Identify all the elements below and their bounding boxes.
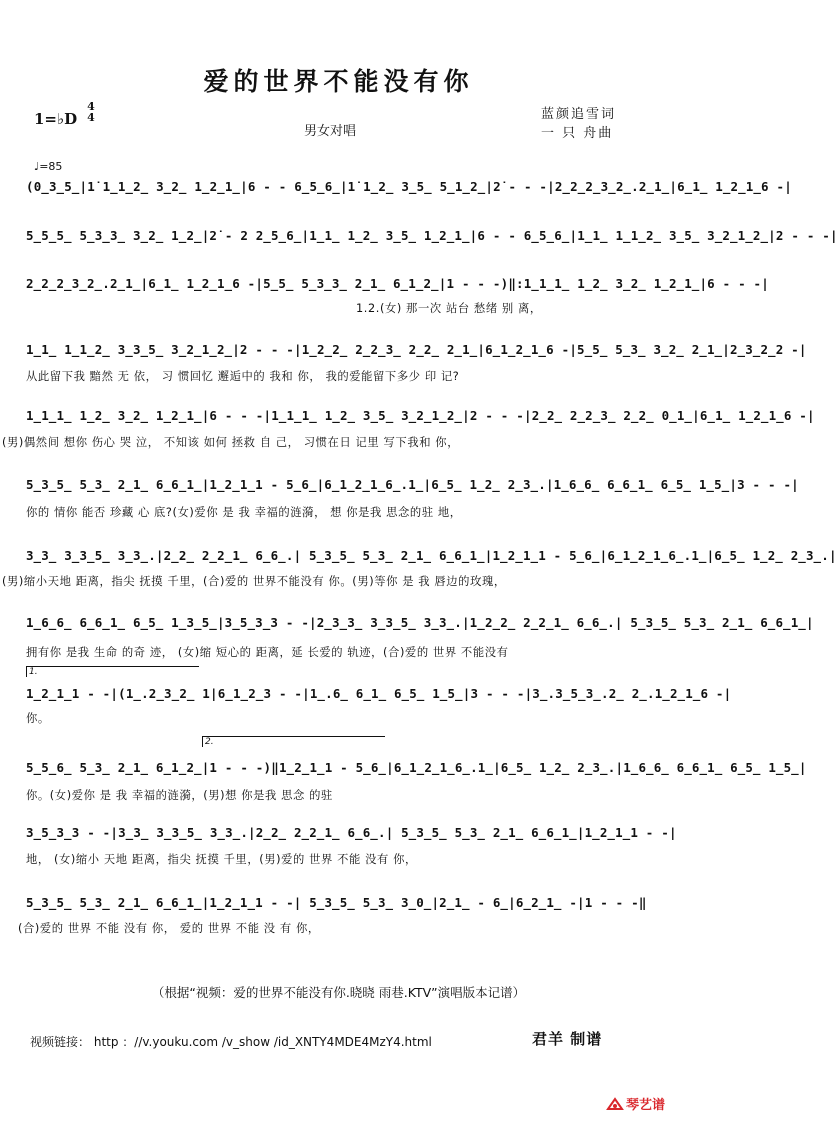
score-line-9: 1̲2̲1̲1 - -|(1̲.2̲3̲2̲ 1|6̲1̲2̲3 - -|1̲.6̲ 6̲1̲ 6̲5̲ 1̲5̲|3 - - -|3̲.3̲5̲3̲.2̲ 2̲.1̲2̲1̲6 -| bbox=[26, 686, 732, 701]
volta-first-ending: 1. bbox=[26, 666, 199, 677]
lyrics-line-6: 你的 情你 能否 珍藏 心 底?(女)爱你 是 我 幸福的涟漪， 想 你是我 思念的驻 地， bbox=[26, 506, 462, 519]
lyrics-line-8: 拥有你 是我 生命 的奇 迹， (女)缩 短心的 距离，延 长爱的 轨迹，(合)爱的 世界 不能没有 bbox=[26, 646, 509, 659]
video-link-url[interactable]: http ：//v.youku.com /v_show /id_XNTY4MDE4MzY4.html bbox=[93, 1035, 432, 1049]
score-line-12: 5̲3̲5̲ 5̲3̲ 2̲1̲ 6̲6̲1̲|1̲2̲1̲1 - -| 5̲3̲5̲ 5̲3̲ 3̲0̲|2̲1̲ - 6̲|6̲2̲1̲ -|1 - - -‖ bbox=[26, 895, 647, 910]
logo-icon bbox=[607, 1097, 623, 1111]
lyrics-line-5: (男)偶然间 想你 伤心 哭 泣， 不知该 如何 拯救 自 己， 习惯在日 记里 写下我和 你， bbox=[2, 436, 460, 449]
lyrics-line-10: 你。(女)爱你 是 我 幸福的涟漪，(男)想 你是我 思念 的驻 bbox=[26, 789, 333, 802]
lyricist-credit: 蓝颜追雪词 bbox=[541, 107, 617, 122]
meter-bottom: 4 bbox=[87, 111, 95, 124]
volta-second-ending: 2. bbox=[202, 736, 385, 747]
transcriber-signature: 君羊 制谱 bbox=[532, 1030, 603, 1048]
tempo-mark: ♩=85 bbox=[34, 160, 63, 173]
song-title: 爱的世界不能没有你 bbox=[203, 67, 474, 96]
score-line-1: (0̲3̲5̲|1̇ 1̲1̲2̲ 3̲2̲ 1̲2̲1̲|6 - - 6̲5̲6̲|1̇ 1̲2̲ 3̲5̲ 5̲1̲2̲|2̇ - - -|2̲2̲2̲3̲2̲.2̲1̲|6̲1̲ 1̲2̲1̲6 -| bbox=[26, 179, 792, 194]
lyrics-line-4: 从此留下我 黯然 无 依， 习 惯回忆 邂逅中的 我和 你， 我的爱能留下多少 印 记? bbox=[26, 370, 460, 383]
lyrics-line-3: 1.2.(女) 那一次 站台 愁绪 别 离， bbox=[356, 302, 542, 315]
lyrics-line-9: 你。 bbox=[26, 712, 50, 725]
time-signature bbox=[86, 101, 96, 123]
score-line-4: 1̲1̲ 1̲1̲2̲ 3̲3̲5̲ 3̲2̲1̲2̲|2 - - -|1̲2̲2̲ 2̲2̲3̲ 2̲2̲ 2̲1̲|6̲1̲2̲1̲6 -|5̲5̲ 5̲3̲ 3̲2̲ 2̲1̲|2̲3̲2̲2 -| bbox=[26, 342, 807, 357]
composer-credit: 一 只 舟曲 bbox=[541, 126, 614, 141]
score-line-3: 2̲2̲2̲3̲2̲.2̲1̲|6̲1̲ 1̲2̲1̲6 -|5̲5̲ 5̲3̲3̲ 2̲1̲ 6̲1̲2̲|1 - - -)‖:1̲1̲1̲ 1̲2̲ 3̲2̲ 1̲2̲1̲|6 - - -| bbox=[26, 276, 769, 291]
lyrics-line-11: 地， (女)缩小 天地 距离，指尖 抚摸 千里，(男)爱的 世界 不能 没有 你， bbox=[26, 853, 417, 866]
transcription-source-note: （根据“视频：爱的世界不能没有你.晓晓 雨巷.KTV”演唱版本记谱） bbox=[151, 985, 526, 1000]
lyrics-line-7: (男)缩小天地 距离，指尖 抚摸 千里，(合)爱的 世界不能没有 你。(男)等你 是 我 唇边的玫瑰， bbox=[2, 575, 506, 588]
score-line-5: 1̲1̲1̲ 1̲2̲ 3̲2̲ 1̲2̲1̲|6 - - -|1̲1̲1̲ 1̲2̲ 3̲5̲ 3̲2̲1̲2̲|2 - - -|2̲2̲ 2̲2̲3̲ 2̲2̲ 0̲1̲|6̲1̲ 1̲2̲1̲6 -| bbox=[26, 408, 815, 423]
score-line-11: 3̲5̲3̲3 - -|3̲3̲ 3̲3̲5̲ 3̲3̲.|2̲2̲ 2̲2̲1̲ 6̲6̲.| 5̲3̲5̲ 5̲3̲ 2̲1̲ 6̲6̲1̲|1̲2̲1̲1 - -| bbox=[26, 825, 677, 840]
score-line-10: 5̲5̲6̲ 5̲3̲ 2̲1̲ 6̲1̲2̲|1 - - -)‖1̲2̲1̲1 - 5̲6̲|6̲1̲2̲1̲6̲.1̲|6̲5̲ 1̲2̲ 2̲3̲.|1̲6̲6̲ 6̲6̲1̲ 6̲5̲ 1̲5̲| bbox=[26, 760, 807, 775]
score-line-2: 5̲5̲5̲ 5̲3̲3̲ 3̲2̲ 1̲2̲|2̇ - 2 2̲5̲6̲|1̲1̲ 1̲2̲ 3̲5̲ 1̲2̲1̲|6 - - 6̲5̲6̲|1̲1̲ 1̲1̲2̲ 3̲5̲ 3̲2̲1̲2̲|2 - - -| bbox=[26, 228, 838, 243]
meter-top: 4 bbox=[87, 100, 95, 113]
score-line-8: 1̲6̲6̲ 6̲6̲1̲ 6̲5̲ 1̲3̲5̲|3̲5̲3̲3 - -|2̲3̲3̲ 3̲3̲5̲ 3̲3̲.|1̲2̲2̲ 2̲2̲1̲ 6̲6̲.| 5̲3̲5̲ 5̲3̲ 2̲1̲ 6̲6̲1̲| bbox=[26, 615, 814, 630]
lyrics-line-12: (合)爱的 世界 不能 没有 你， 爱的 世界 不能 没 有 你， bbox=[18, 922, 320, 935]
video-link[interactable] bbox=[30, 1033, 432, 1050]
score-line-6: 5̲3̲5̲ 5̲3̲ 2̲1̲ 6̲6̲1̲|1̲2̲1̲1 - 5̲6̲|6̲1̲2̲1̲6̲.1̲|6̲5̲ 1̲2̲ 2̲3̲.|1̲6̲6̲ 6̲6̲1̲ 6̲5̲ 1̲5̲|3 - - -| bbox=[26, 477, 799, 492]
performance-style: 男女对唱 bbox=[304, 124, 357, 139]
site-watermark bbox=[607, 1094, 665, 1113]
key-signature: 1=♭D bbox=[34, 110, 78, 128]
score-line-7: 3̲3̲ 3̲3̲5̲ 3̲3̲.|2̲2̲ 2̲2̲1̲ 6̲6̲.| 5̲3̲5̲ 5̲3̲ 2̲1̲ 6̲6̲1̲|1̲2̲1̲1 - 5̲6̲|6̲1̲2̲1̲6̲.1̲|6̲5̲ 1̲2̲ 2̲3̲.| bbox=[26, 548, 837, 563]
watermark-text: 琴艺谱 bbox=[625, 1098, 665, 1113]
video-link-label: 视频链接： bbox=[30, 1035, 91, 1049]
